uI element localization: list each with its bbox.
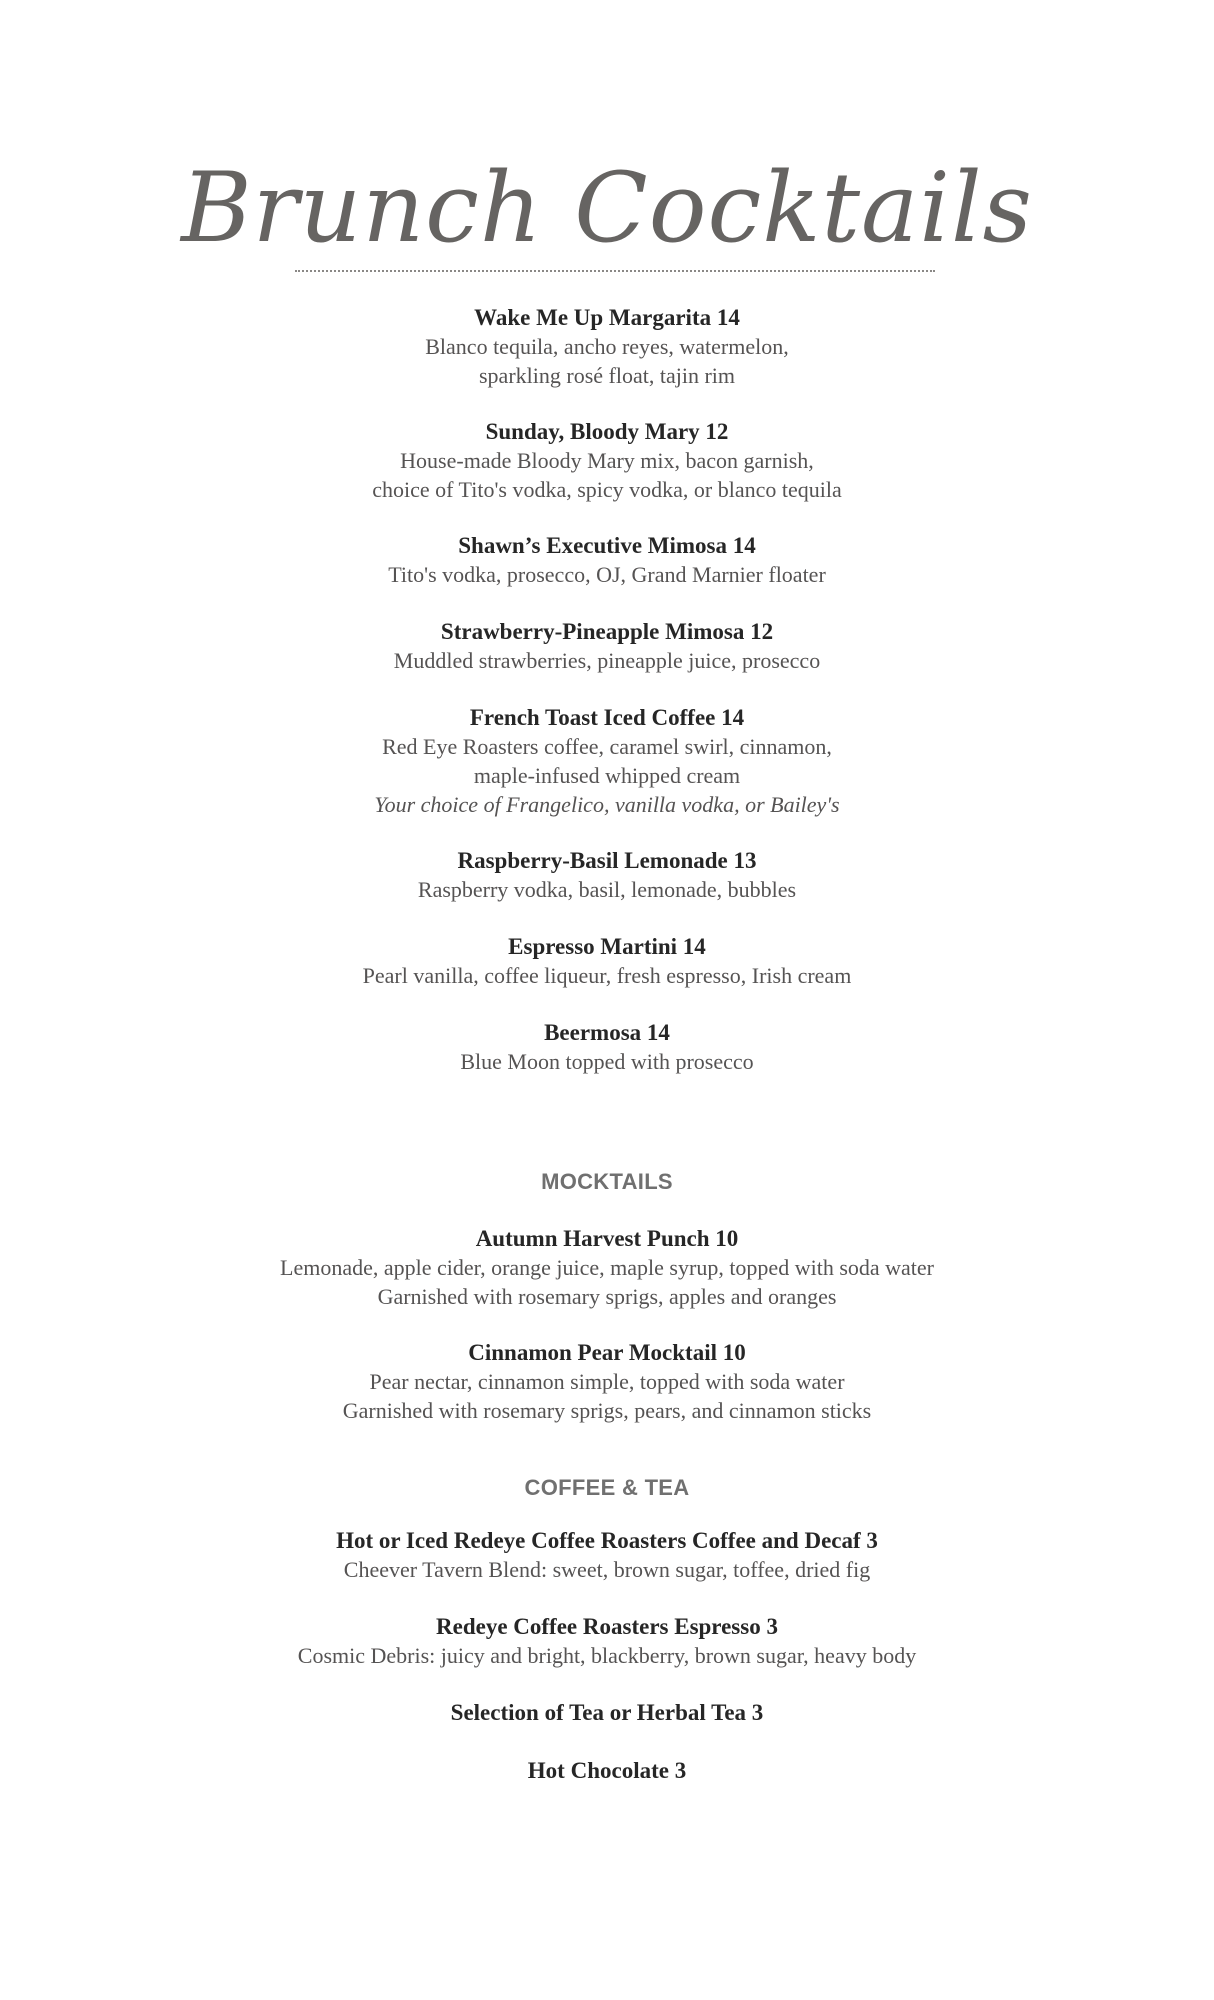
item-description: maple-infused whipped cream	[473, 763, 741, 788]
coffee-tea-item	[0, 1756, 1214, 1785]
item-description: Cosmic Debris: juicy and bright, blackberry, brown sugar, heavy body	[297, 1643, 917, 1668]
item-description: Cheever Tavern Blend: sweet, brown sugar, toffee, dried fig	[343, 1557, 871, 1582]
item-name: Wake Me Up Margarita 14	[474, 305, 740, 330]
item-description: Pear nectar, cinnamon simple, topped with soda water	[369, 1369, 845, 1394]
item-name: Redeye Coffee Roasters Espresso 3	[436, 1614, 778, 1639]
item-description: Tito's vodka, prosecco, OJ, Grand Marnier floater	[388, 562, 826, 587]
item-name: Selection of Tea or Herbal Tea 3	[450, 1700, 764, 1725]
item-description: Blanco tequila, ancho reyes, watermelon,	[425, 334, 789, 359]
item-name: Raspberry-Basil Lemonade 13	[457, 848, 757, 873]
item-name: Autumn Harvest Punch 10	[475, 1226, 739, 1251]
cocktail-item	[0, 1018, 1214, 1076]
cocktail-item	[0, 531, 1214, 589]
item-description: choice of Tito's vodka, spicy vodka, or blanco tequila	[372, 477, 842, 502]
item-description: Blue Moon topped with prosecco	[460, 1049, 754, 1074]
cocktail-item	[0, 932, 1214, 990]
mocktails-heading: MOCKTAILS	[541, 1169, 673, 1194]
cocktail-item	[0, 303, 1214, 390]
mocktail-item	[0, 1338, 1214, 1425]
menu-title: Brunch Cocktails	[181, 152, 1033, 264]
item-name: Shawn’s Executive Mimosa 14	[458, 533, 756, 558]
item-name: Cinnamon Pear Mocktail 10	[468, 1340, 746, 1365]
mocktail-item	[0, 1224, 1214, 1311]
item-description: Muddled strawberries, pineapple juice, prosecco	[393, 648, 821, 673]
item-description: Garnished with rosemary sprigs, pears, and cinnamon sticks	[342, 1398, 872, 1423]
item-description: Red Eye Roasters coffee, caramel swirl, cinnamon,	[382, 734, 832, 759]
item-name: Hot Chocolate 3	[527, 1758, 687, 1783]
item-description: Pearl vanilla, coffee liqueur, fresh espresso, Irish cream	[362, 963, 852, 988]
cocktail-item	[0, 617, 1214, 675]
item-name: Strawberry-Pineapple Mimosa 12	[440, 619, 774, 644]
cocktail-item	[0, 703, 1214, 819]
coffee-tea-item	[0, 1612, 1214, 1670]
item-name: French Toast Iced Coffee 14	[469, 705, 745, 730]
item-description: sparkling rosé float, tajin rim	[479, 363, 735, 388]
item-name: Hot or Iced Redeye Coffee Roasters Coffee and Decaf 3	[336, 1528, 878, 1553]
dotted-divider	[295, 270, 935, 272]
item-name: Sunday, Bloody Mary 12	[485, 419, 729, 444]
item-description: Raspberry vodka, basil, lemonade, bubbles	[417, 877, 797, 902]
item-name: Espresso Martini 14	[508, 934, 706, 959]
cocktail-item	[0, 417, 1214, 504]
coffee-tea-item	[0, 1526, 1214, 1584]
item-note: Your choice of Frangelico, vanilla vodka, or Bailey's	[374, 792, 840, 817]
cocktail-item	[0, 846, 1214, 904]
coffee-tea-item	[0, 1698, 1214, 1727]
coffee-tea-heading: COFFEE & TEA	[524, 1475, 690, 1500]
item-description: Garnished with rosemary sprigs, apples and oranges	[377, 1284, 837, 1309]
item-description: Lemonade, apple cider, orange juice, maple syrup, topped with soda water	[280, 1255, 934, 1280]
item-description: House-made Bloody Mary mix, bacon garnish,	[400, 448, 814, 473]
item-name: Beermosa 14	[544, 1020, 670, 1045]
